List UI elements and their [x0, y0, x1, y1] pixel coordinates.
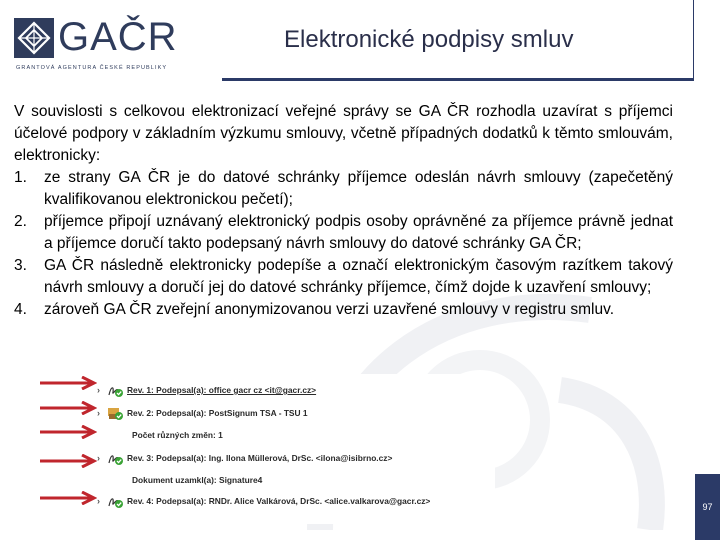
signature-valid-icon [107, 493, 125, 509]
gacr-logo [14, 14, 189, 70]
signature-row-rev2[interactable] [97, 405, 308, 421]
main-content [14, 101, 673, 321]
logo-subtitle: GRANTOVÁ AGENTURA ČESKÉ REPUBLIKY [16, 65, 168, 71]
list-item [14, 299, 673, 321]
right-divider [693, 0, 694, 81]
page-number: 97 [702, 502, 713, 512]
list-text: GA ČR následně elektronicky podepíše a označí elektronickým časovým razítkem takový návrh smlouvy a doručí jej do datové schránky příjemce, čímž dojde k uzavření smlouvy; [44, 257, 673, 296]
list-number: 1. [14, 169, 27, 186]
red-arrow-icon [38, 401, 98, 415]
signature-row-rev1[interactable] [97, 382, 316, 398]
red-arrow-icon [38, 454, 98, 468]
signature-valid-icon [107, 450, 125, 466]
chevron-right-icon[interactable]: › [97, 496, 100, 506]
red-arrow-icon [38, 376, 98, 390]
chevron-right-icon[interactable]: › [97, 453, 100, 463]
signature-row-rev3[interactable] [97, 450, 392, 466]
header-divider [222, 78, 694, 81]
gacr-emblem-icon [14, 18, 54, 58]
chevron-right-icon[interactable]: › [97, 408, 100, 418]
list-number: 2. [14, 213, 27, 230]
signature-panel [97, 374, 495, 524]
steps-list [14, 167, 673, 321]
signature-label: Rev. 2: Podepsal(a): PostSignum TSA - TSU 1 [127, 408, 308, 418]
signature-label: Rev. 1: Podepsal(a): office gacr cz <it@gacr.cz> [127, 385, 317, 395]
list-text: příjemce připojí uznávaný elektronický podpis osoby oprávněné za příjemce právně jednat a příjemce doručí takto podepsaný návrh smlouvy do datové schránky GA ČR; [44, 213, 673, 252]
list-number: 3. [14, 257, 27, 274]
list-item [14, 211, 673, 255]
logo-wordmark: GAČR [58, 15, 178, 59]
list-text: ze strany GA ČR je do datové schránky příjemce odeslán návrh smlouvy (zapečetěný kvalifikovanou elektronickou pečetí); [44, 169, 673, 208]
list-item [14, 167, 673, 211]
red-arrow-icon [38, 491, 98, 505]
page-title: Elektronické podpisy smluv [284, 26, 574, 53]
chevron-right-icon[interactable]: › [97, 385, 100, 395]
list-text: zároveň GA ČR zveřejní anonymizovanou verzi uzavřené smlouvy v registru smluv. [44, 301, 614, 318]
signature-label: Rev. 4: Podepsal(a): RNDr. Alice Valkárová, DrSc. <alice.valkarova@gacr.cz> [127, 496, 431, 506]
intro-paragraph: V souvislosti s celkovou elektronizací veřejné správy se GA ČR rozhodla uzavírat s příjemci účelové podpory v základním výzkumu smlouvy, včetně případných dodatků k těmto smlouvám, elektronicky: [14, 103, 673, 164]
changes-count: Počet různých změn: 1 [132, 430, 223, 440]
timestamp-valid-icon [107, 405, 125, 421]
list-number: 4. [14, 301, 27, 318]
signature-label: Rev. 3: Podepsal(a): Ing. Ilona Müllerová, DrSc. <ilona@isibrno.cz> [127, 453, 393, 463]
red-arrow-icon [38, 425, 98, 439]
signature-row-rev4[interactable] [97, 493, 430, 509]
signature-valid-icon [107, 382, 125, 398]
page-number-tab [695, 474, 720, 540]
document-locked-label: Dokument uzamkl(a): Signature4 [132, 475, 263, 485]
list-item [14, 255, 673, 299]
